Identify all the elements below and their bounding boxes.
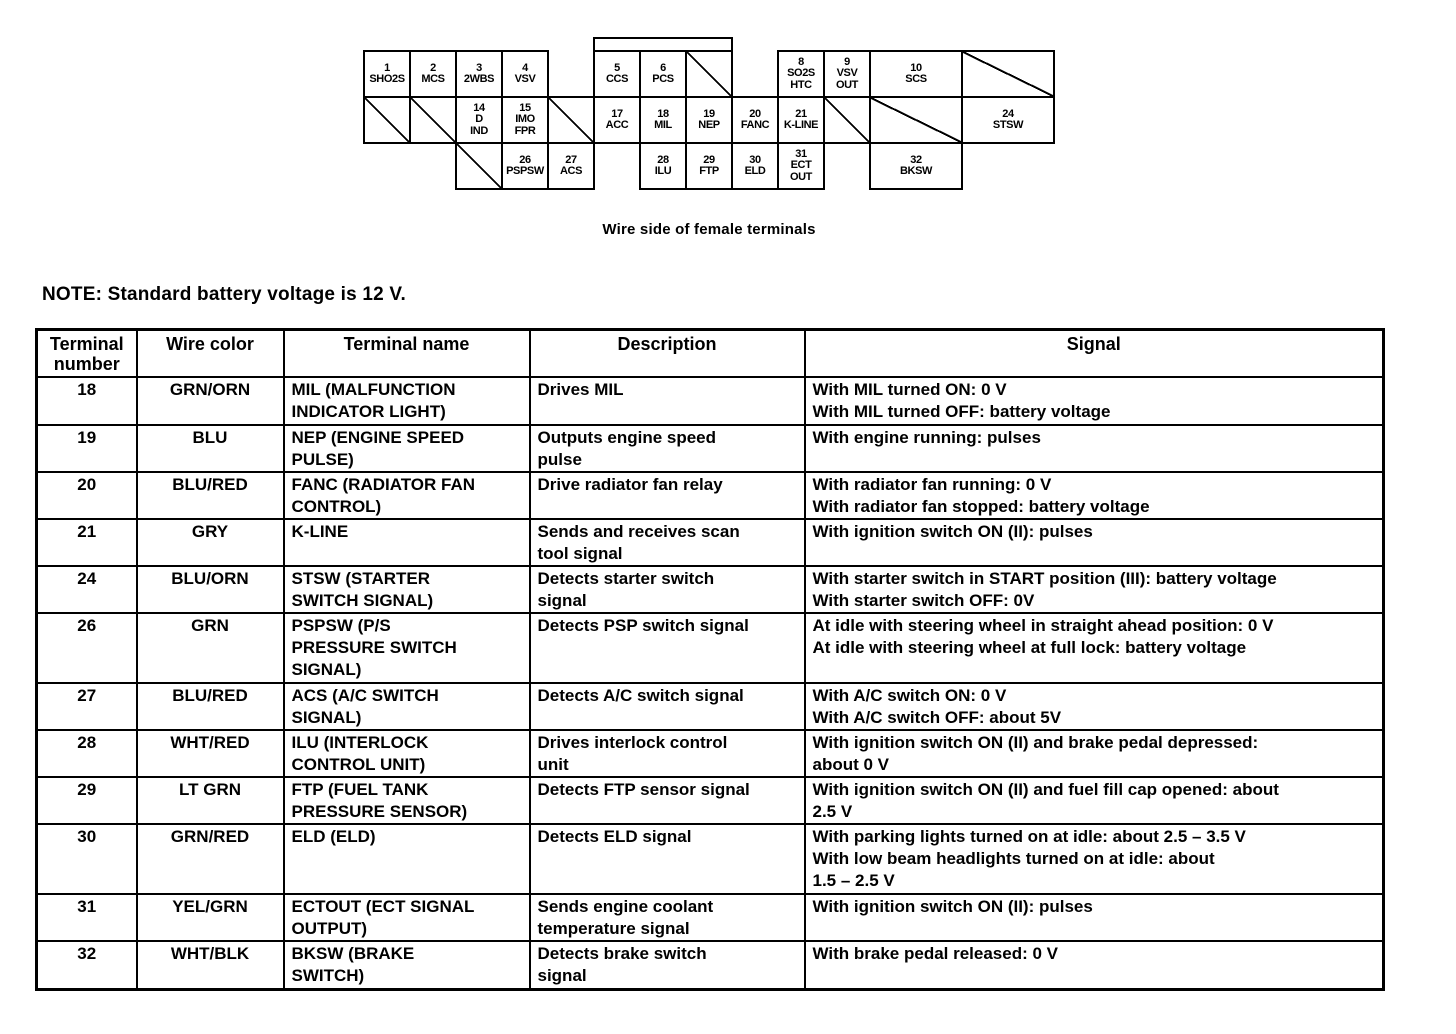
terminal-label: IND <box>470 124 488 137</box>
terminal-cell-27 <box>547 142 595 190</box>
terminal-cell-10 <box>869 50 963 98</box>
text-line: PSPSW (P/S <box>291 616 391 635</box>
text-line: NEP (ENGINE SPEED <box>291 428 465 447</box>
text-line: With MIL turned OFF: battery voltage <box>812 402 1111 421</box>
table-row-terminal-31 <box>37 894 1384 941</box>
text-line: PRESSURE SWITCH <box>291 638 457 657</box>
text-line: 1.5 – 2.5 V <box>812 871 895 890</box>
text-line: MIL (MALFUNCTION <box>291 380 456 399</box>
terminal-cell-8 <box>777 50 825 98</box>
terminal-label: CCS <box>605 73 629 85</box>
terminal-number: 32 <box>910 153 922 166</box>
terminal-label: STSW <box>992 119 1024 131</box>
wire-color-cell: GRY <box>137 519 284 566</box>
text-line: OUTPUT) <box>291 919 368 938</box>
terminal-number-cell: 32 <box>37 941 137 989</box>
terminal-label: BKSW <box>899 165 932 177</box>
terminal-label: IMO <box>515 113 535 126</box>
col-header-description: Description <box>530 330 805 378</box>
text-line: PULSE) <box>291 450 354 469</box>
description-cell <box>530 519 805 566</box>
unused-terminal-cell <box>363 96 411 144</box>
text-line: ACS (A/C SWITCH <box>291 686 439 705</box>
table-row-terminal-20 <box>37 472 1384 519</box>
terminal-cell-1 <box>363 50 411 98</box>
terminal-number-cell: 18 <box>37 377 137 425</box>
terminal-label: SO2S <box>787 67 815 80</box>
terminal-number: 30 <box>749 153 761 166</box>
wire-color-cell: LT GRN <box>137 777 284 824</box>
text-line: Detects A/C switch signal <box>537 686 744 705</box>
terminal-number: 28 <box>657 153 669 166</box>
text-line: CONTROL UNIT) <box>291 755 426 774</box>
terminal-number-cell: 29 <box>37 777 137 824</box>
terminal-name-cell <box>284 777 530 824</box>
terminal-number: 14 <box>473 101 485 114</box>
text-line: PRESSURE SENSOR) <box>291 802 468 821</box>
text-line: With parking lights turned on at idle: about 2.5 – 3.5 V <box>812 827 1246 846</box>
terminal-number: 5 <box>614 61 620 74</box>
unused-terminal-cell <box>455 142 503 190</box>
signal-cell <box>805 377 1384 425</box>
text-line: With ignition switch ON (II) and fuel fill cap opened: about <box>812 780 1279 799</box>
terminal-number: 2 <box>430 61 436 74</box>
connector-caption: Wire side of female terminals <box>602 221 816 238</box>
signal-cell <box>805 683 1384 730</box>
terminal-number: 18 <box>657 107 669 120</box>
table-row-terminal-28 <box>37 730 1384 777</box>
terminal-name-cell <box>284 425 530 472</box>
description-cell <box>530 377 805 425</box>
text-line: BKSW (BRAKE <box>291 944 415 963</box>
description-cell <box>530 425 805 472</box>
description-cell <box>530 730 805 777</box>
description-cell <box>530 566 805 613</box>
text-line: 2.5 V <box>812 802 853 821</box>
battery-voltage-note: NOTE: Standard battery voltage is 12 V. <box>42 284 406 305</box>
terminal-cell-9 <box>823 50 871 98</box>
text-line: With A/C switch OFF: about 5V <box>812 708 1062 727</box>
terminal-label: NEP <box>698 119 720 131</box>
wire-color-cell: BLU/RED <box>137 472 284 519</box>
description-cell <box>530 894 805 941</box>
terminal-number: 24 <box>1002 107 1014 120</box>
terminal-name-cell <box>284 566 530 613</box>
terminal-number: 10 <box>910 61 922 74</box>
terminal-cell-18 <box>639 96 687 144</box>
connector-pinout-diagram <box>363 37 1057 192</box>
signal-cell <box>805 894 1384 941</box>
terminal-number: 9 <box>844 55 850 68</box>
terminal-number: 1 <box>384 61 390 74</box>
unused-terminal-cell <box>547 96 595 144</box>
text-line: With ignition switch ON (II): pulses <box>812 522 1093 541</box>
unused-terminal-cell <box>823 96 871 144</box>
terminal-label: ECT <box>790 159 812 172</box>
terminal-name-cell <box>284 683 530 730</box>
terminal-cell-32 <box>869 142 963 190</box>
terminal-cell-15 <box>501 96 549 144</box>
terminal-number: 21 <box>795 107 807 120</box>
text-line: INDICATOR LIGHT) <box>291 402 446 421</box>
terminal-number-cell: 20 <box>37 472 137 519</box>
unused-terminal-cell <box>409 96 457 144</box>
text-line: With ignition switch ON (II) and brake pedal depressed: <box>812 733 1259 752</box>
text-line: With radiator fan running: 0 V <box>812 475 1052 494</box>
terminal-cell-24 <box>961 96 1055 144</box>
table-row-terminal-21 <box>37 519 1384 566</box>
text-line: Detects PSP switch signal <box>537 616 749 635</box>
terminal-cell-26 <box>501 142 549 190</box>
description-cell <box>530 613 805 683</box>
terminal-number: 4 <box>522 61 528 74</box>
text-line: At idle with steering wheel at full lock: battery voltage <box>812 638 1247 657</box>
terminal-label: MCS <box>421 73 445 85</box>
text-line: tool signal <box>537 544 623 563</box>
terminal-label: FPR <box>514 124 536 137</box>
text-line: ELD (ELD) <box>291 827 376 846</box>
signal-cell <box>805 566 1384 613</box>
terminal-number-cell: 21 <box>37 519 137 566</box>
wire-color-cell: GRN/ORN <box>137 377 284 425</box>
terminal-cell-20 <box>731 96 779 144</box>
wire-color-cell: WHT/BLK <box>137 941 284 989</box>
text-line: With MIL turned ON: 0 V <box>812 380 1007 399</box>
terminal-cell-31 <box>777 142 825 190</box>
text-line: Sends engine coolant <box>537 897 714 916</box>
text-line: K-LINE <box>291 522 349 541</box>
text-line: Drives MIL <box>537 380 624 399</box>
terminal-name-cell <box>284 941 530 989</box>
wire-color-cell: YEL/GRN <box>137 894 284 941</box>
terminal-label: VSV <box>514 73 536 85</box>
terminal-number: 6 <box>660 61 666 74</box>
col-header-terminal-name: Terminal name <box>284 330 530 378</box>
signal-cell <box>805 730 1384 777</box>
terminal-number: 17 <box>611 107 623 120</box>
text-line: about 0 V <box>812 755 890 774</box>
text-line: ILU (INTERLOCK <box>291 733 429 752</box>
terminal-number: 29 <box>703 153 715 166</box>
terminal-name-cell <box>284 730 530 777</box>
terminal-number-cell: 24 <box>37 566 137 613</box>
text-line: SWITCH) <box>291 966 365 985</box>
text-line: Sends and receives scan <box>537 522 740 541</box>
wire-color-cell: BLU/RED <box>137 683 284 730</box>
terminal-name-cell <box>284 377 530 425</box>
terminal-cell-14 <box>455 96 503 144</box>
signal-cell <box>805 941 1384 989</box>
terminal-label: K-LINE <box>783 119 819 131</box>
signal-cell <box>805 472 1384 519</box>
table-row-terminal-26 <box>37 613 1384 683</box>
text-line: With ignition switch ON (II): pulses <box>812 897 1093 916</box>
text-line: CONTROL) <box>291 497 382 516</box>
terminal-number-cell: 19 <box>37 425 137 472</box>
terminal-label: SCS <box>905 73 927 85</box>
terminal-cell-28 <box>639 142 687 190</box>
text-line: Drive radiator fan relay <box>537 475 723 494</box>
terminal-description-table <box>35 328 1385 991</box>
terminal-label: ACC <box>605 119 629 131</box>
text-line: unit <box>537 755 569 774</box>
unused-terminal-cell <box>685 50 733 98</box>
text-line: signal <box>537 966 587 985</box>
text-line: FTP (FUEL TANK <box>291 780 429 799</box>
terminal-label: VSV <box>836 67 858 80</box>
table-header-row <box>37 330 1384 378</box>
terminal-cell-3 <box>455 50 503 98</box>
terminal-number: 8 <box>798 55 804 68</box>
text-line: Outputs engine speed <box>537 428 717 447</box>
table-row-terminal-32 <box>37 941 1384 989</box>
table-row-terminal-27 <box>37 683 1384 730</box>
terminal-number-cell: 31 <box>37 894 137 941</box>
terminal-label: 2WBS <box>463 73 495 85</box>
terminal-number: 19 <box>703 107 715 120</box>
col-header-signal: Signal <box>805 330 1384 378</box>
signal-cell <box>805 824 1384 894</box>
description-cell <box>530 683 805 730</box>
terminal-number: 15 <box>519 101 531 114</box>
text-line: signal <box>537 591 587 610</box>
terminal-number: 26 <box>519 153 531 166</box>
terminal-number-cell: 30 <box>37 824 137 894</box>
signal-cell <box>805 425 1384 472</box>
text-line: Detects FTP sensor signal <box>537 780 750 799</box>
terminal-number: 20 <box>749 107 761 120</box>
text-line: With starter switch in START position (III): battery voltage <box>812 569 1277 588</box>
unused-terminal-cell <box>869 96 963 144</box>
terminal-cell-19 <box>685 96 733 144</box>
terminal-number-cell: 28 <box>37 730 137 777</box>
terminal-label: OUT <box>835 78 859 91</box>
text-line: STSW (STARTER <box>291 569 431 588</box>
terminal-label: SHO2S <box>369 73 405 85</box>
terminal-label: D <box>475 113 483 126</box>
terminal-number: 27 <box>565 153 577 166</box>
terminal-name-cell <box>284 613 530 683</box>
wire-color-cell: BLU <box>137 425 284 472</box>
terminal-label: FANC <box>740 119 770 131</box>
table-row-terminal-30 <box>37 824 1384 894</box>
terminal-cell-29 <box>685 142 733 190</box>
text-line: Detects brake switch <box>537 944 707 963</box>
terminal-label: OUT <box>789 170 813 183</box>
terminal-label: FTP <box>699 165 719 177</box>
text-line: Drives interlock control <box>537 733 728 752</box>
text-line: temperature signal <box>537 919 690 938</box>
terminal-cell-30 <box>731 142 779 190</box>
text-line: With starter switch OFF: 0V <box>812 591 1035 610</box>
table-row-terminal-19 <box>37 425 1384 472</box>
signal-cell <box>805 613 1384 683</box>
terminal-number-cell: 27 <box>37 683 137 730</box>
text-line: With brake pedal released: 0 V <box>812 944 1058 963</box>
wire-color-cell: BLU/ORN <box>137 566 284 613</box>
signal-cell <box>805 519 1384 566</box>
terminal-label: PSPSW <box>506 165 544 177</box>
text-line: Detects starter switch <box>537 569 715 588</box>
terminal-cell-4 <box>501 50 549 98</box>
text-line: With radiator fan stopped: battery voltage <box>812 497 1150 516</box>
terminal-cell-2 <box>409 50 457 98</box>
text-line: Detects ELD signal <box>537 827 692 846</box>
wire-color-cell: GRN <box>137 613 284 683</box>
terminal-name-cell <box>284 472 530 519</box>
text-line: FANC (RADIATOR FAN <box>291 475 476 494</box>
terminal-cell-21 <box>777 96 825 144</box>
col-header-terminal-number: Terminal number <box>37 330 137 378</box>
text-line: With engine running: pulses <box>812 428 1041 447</box>
text-line: ECTOUT (ECT SIGNAL <box>291 897 475 916</box>
description-cell <box>530 941 805 989</box>
text-line: SWITCH SIGNAL) <box>291 591 434 610</box>
terminal-label: HTC <box>790 78 812 91</box>
terminal-label: MIL <box>654 119 672 131</box>
table-row-terminal-18 <box>37 377 1384 425</box>
col-header-wire-color: Wire color <box>137 330 284 378</box>
terminal-name-cell <box>284 519 530 566</box>
terminal-name-cell <box>284 894 530 941</box>
description-cell <box>530 472 805 519</box>
signal-cell <box>805 777 1384 824</box>
text-line: At idle with steering wheel in straight ahead position: 0 V <box>812 616 1274 635</box>
terminal-label: ELD <box>744 165 766 177</box>
text-line: With A/C switch ON: 0 V <box>812 686 1007 705</box>
terminal-number: 31 <box>795 147 807 160</box>
text-line: With low beam headlights turned on at idle: about <box>812 849 1215 868</box>
text-line: SIGNAL) <box>291 660 362 679</box>
wire-color-cell: WHT/RED <box>137 730 284 777</box>
terminal-cell-17 <box>593 96 641 144</box>
description-cell <box>530 777 805 824</box>
terminal-number-cell: 26 <box>37 613 137 683</box>
description-cell <box>530 824 805 894</box>
text-line: pulse <box>537 450 582 469</box>
wire-color-cell: GRN/RED <box>137 824 284 894</box>
terminal-number: 3 <box>476 61 482 74</box>
table-row-terminal-24 <box>37 566 1384 613</box>
terminal-label: ACS <box>559 165 583 177</box>
terminal-label: ILU <box>654 165 672 177</box>
terminal-cell-5 <box>593 50 641 98</box>
terminal-cell-6 <box>639 50 687 98</box>
terminal-label: PCS <box>652 73 674 85</box>
unused-terminal-cell <box>961 50 1055 98</box>
terminal-name-cell <box>284 824 530 894</box>
table-row-terminal-29 <box>37 777 1384 824</box>
text-line: SIGNAL) <box>291 708 362 727</box>
